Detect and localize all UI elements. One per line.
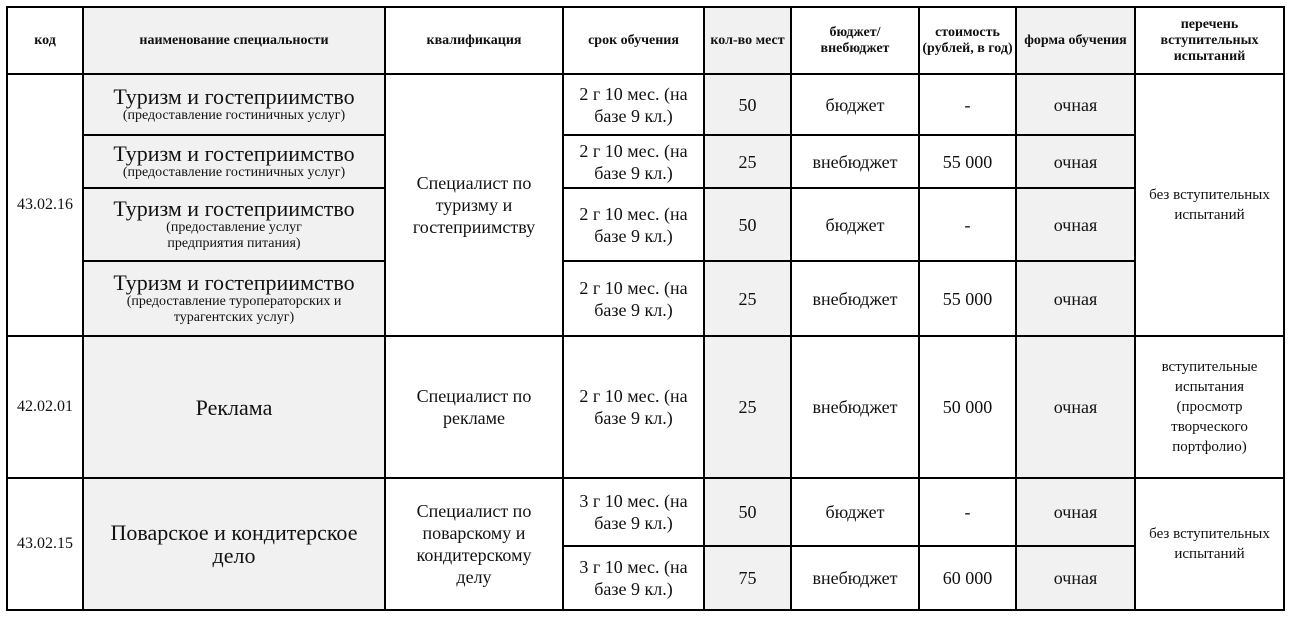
header-funding: бюджет/ внебюджет [791,7,919,74]
cell-exams: вступительные испытания (просмотр творческого портфолио) [1135,336,1284,478]
cell-cost: - [919,478,1016,546]
cell-cost: 55 000 [919,261,1016,336]
cell-duration: 2 г 10 мес. (на базе 9 кл.) [563,261,704,336]
cell-duration: 2 г 10 мес. (на базе 9 кл.) [563,135,704,188]
table-row [7,478,1284,546]
cell-duration: 3 г 10 мес. (на базе 9 кл.) [563,546,704,610]
cell-form: очная [1016,261,1135,336]
header-form: форма обучения [1016,7,1135,74]
specialty-name: Туризм и гостеприимство [113,270,355,295]
cell-funding: внебюджет [791,546,919,610]
cell-funding: бюджет [791,74,919,135]
table-row [7,74,1284,135]
specialties-table [6,6,1285,611]
cell-qualification: Специалист по туризму и гостеприимству [385,74,563,336]
cell-seats: 50 [704,74,791,135]
cell-seats: 25 [704,336,791,478]
cell-code: 43.02.15 [7,478,83,610]
cell-form: очная [1016,188,1135,261]
cell-cost: - [919,188,1016,261]
cell-form: очная [1016,74,1135,135]
cell-name: Реклама [83,336,385,478]
header-qualification: квалификация [385,7,563,74]
header-seats: кол-во мест [704,7,791,74]
cell-name [83,188,385,261]
cell-seats: 25 [704,135,791,188]
cell-name [83,135,385,188]
cell-qualification: Специалист по рекламе [385,336,563,478]
table-row [7,188,1284,261]
cell-form: очная [1016,478,1135,546]
cell-funding: внебюджет [791,336,919,478]
cell-seats: 75 [704,546,791,610]
cell-form: очная [1016,135,1135,188]
cell-funding: внебюджет [791,135,919,188]
cell-funding: бюджет [791,188,919,261]
cell-duration: 2 г 10 мес. (на базе 9 кл.) [563,74,704,135]
specialty-profile: (предоставление услуг предприятия питания) [166,220,302,251]
cell-exams: без вступительных испытаний [1135,478,1284,610]
cell-seats: 50 [704,478,791,546]
cell-exams: без вступительных испытаний [1135,74,1284,336]
header-cost: стоимость (рублей, в год) [919,7,1016,74]
table-row [7,135,1284,188]
specialty-profile: (предоставление гостиничных услуг) [122,165,346,180]
cell-seats: 25 [704,261,791,336]
cell-duration: 2 г 10 мес. (на базе 9 кл.) [563,188,704,261]
cell-cost: 55 000 [919,135,1016,188]
cell-qualification: Специалист по поварскому и кондитерскому делу [385,478,563,610]
header-name: наименование специальности [83,7,385,74]
table-row [7,261,1284,336]
specialty-name: Туризм и гостеприимство [113,141,355,166]
cell-name [83,261,385,336]
cell-form: очная [1016,336,1135,478]
specialty-profile: (предоставление туроператорских и турагентских услуг) [126,294,342,325]
cell-form: очная [1016,546,1135,610]
header-code: код [7,7,83,74]
table-header-row [7,7,1284,74]
specialty-profile: (предоставление гостиничных услуг) [122,108,346,123]
cell-name [83,74,385,135]
cell-code: 42.02.01 [7,336,83,478]
cell-cost: - [919,74,1016,135]
cell-duration: 3 г 10 мес. (на базе 9 кл.) [563,478,704,546]
table-row [7,336,1284,478]
cell-funding: внебюджет [791,261,919,336]
cell-duration: 2 г 10 мес. (на базе 9 кл.) [563,336,704,478]
cell-name: Поварское и кондитерское дело [83,478,385,610]
cell-cost: 50 000 [919,336,1016,478]
specialty-name: Туризм и гостеприимство [113,84,355,109]
header-exams: перечень вступительных испытаний [1135,7,1284,74]
cell-seats: 50 [704,188,791,261]
header-duration: срок обучения [563,7,704,74]
cell-code: 43.02.16 [7,74,83,336]
specialty-name: Туризм и гостеприимство [113,196,355,221]
cell-funding: бюджет [791,478,919,546]
cell-cost: 60 000 [919,546,1016,610]
